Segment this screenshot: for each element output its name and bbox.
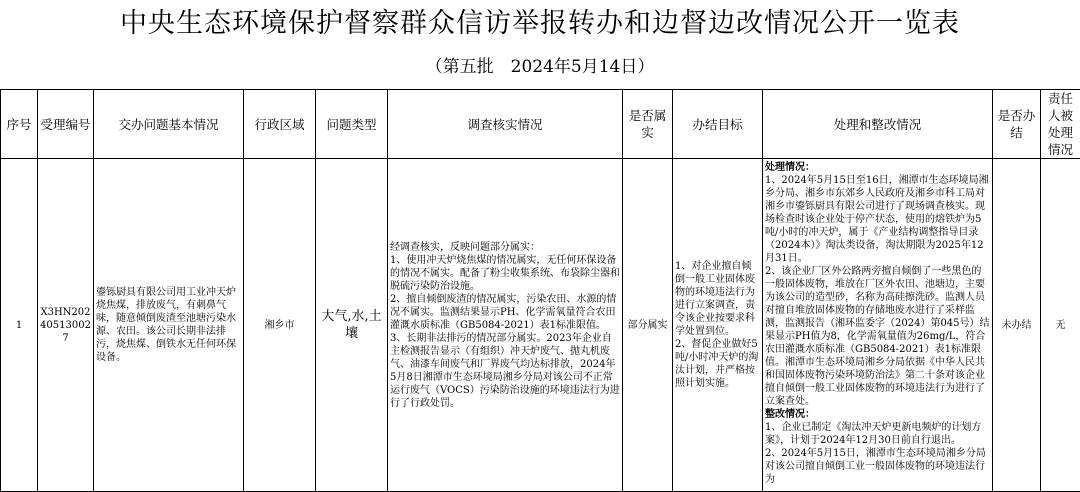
header-closed: 是否办结 bbox=[993, 90, 1041, 159]
table-row bbox=[1, 159, 1080, 492]
cell-goal bbox=[673, 159, 763, 492]
goal-text: 1、对企业擅自倾倒一般工业固体废物的环境违法行为进行立案调查，责令该企业按要求科学处置到位。 2、督促企业做好5吨/小时冲天炉的淘汰计划，并严格按照计划实施。 bbox=[675, 260, 760, 390]
header-case-no: 受理编号 bbox=[38, 90, 94, 159]
cell-verified: 部分属实 bbox=[623, 159, 673, 492]
cell-closed: 未办结 bbox=[993, 159, 1041, 492]
rectification-rectify-text: 1、企业已制定《淘汰冲天炉更新电频炉的计划方案》，计划于2024年12月30日前自行退出。 2、2024年5月15日，湘潭市生态环境局湘乡分局对该公司擅自倾倒工业一般固体废物的环境违法行为 bbox=[765, 421, 990, 486]
cell-rectification bbox=[763, 159, 993, 492]
cell-issue bbox=[94, 159, 244, 492]
header-verified: 是否属实 bbox=[623, 90, 673, 159]
cell-seq: 1 bbox=[1, 159, 38, 492]
document-subtitle: （第五批 2024年5月14日） bbox=[0, 54, 1080, 80]
investigation-text: 经调查核实，反映问题部分属实： 1、使用冲天炉烧焦煤的情况属实，无任何环保设备的情况不属实。配备了粉尘收集系统、布袋除尘器和脱硫污染防治设施。 2、擅自倾倒废渣的情况属实，污染农田、水源的情况不属实。监测结果显示PH、化学需氧量符合农田灌溉水质标准（GB5084-2021）表1标准限值。 3、长期非法排污的情况部分属实。2023年企业自主检测报告显示（有组织）冲天炉废气、抛丸机废气、油漆车间废气和厂界废气均达标排放，2024年5月8日湘潭市生态环境局湘乡分局对该公司不正常运行废气（VOCS）污染防治设施的环境违法行为进行了行政处罚。 bbox=[390, 241, 620, 410]
cell-investigation bbox=[388, 159, 623, 492]
disclosure-table bbox=[0, 89, 1080, 492]
rectification-heading-processing: 处理情况： bbox=[765, 161, 990, 174]
table-header-row bbox=[1, 90, 1080, 159]
issue-text: 鎏铄厨具有限公司用工业冲天炉烧焦煤，排放废气，有刺鼻气味，随意倾倒废渣至池塘污染水源、农田。该公司长期非法排污，烧焦煤、倒铁水无任何环保设备。 bbox=[96, 286, 241, 364]
cell-case-no: X3HN202405130027 bbox=[38, 159, 94, 492]
cell-accountability: 无 bbox=[1041, 159, 1080, 492]
header-rectification: 处理和整改情况 bbox=[763, 90, 993, 159]
cell-region: 湘乡市 bbox=[244, 159, 316, 492]
header-seq: 序号 bbox=[1, 90, 38, 159]
header-accountability: 责任人被处理情况 bbox=[1041, 90, 1080, 159]
header-investigation: 调查核实情况 bbox=[388, 90, 623, 159]
rectification-heading-rectify: 整改情况： bbox=[765, 408, 990, 421]
cell-type: 大气,水,土壤 bbox=[316, 159, 388, 492]
header-issue: 交办问题基本情况 bbox=[94, 90, 244, 159]
header-region: 行政区域 bbox=[244, 90, 316, 159]
document-title: 中央生态环境保护督察群众信访举报转办和边督边改情况公开一览表 bbox=[0, 6, 1080, 42]
rectification-processing-text: 1、2024年5月15日至16日，湘潭市生态环境局湘乡分局、湘乡市东郊乡人民政府及湘乡市科工局对湘乡市鎏铄厨具有限公司进行了现场调查核实。现场检查时该企业处于停产状态，使用的熔铁炉为5吨/小时的冲天炉，属于《产业结构调整指导目录（2024本）》淘汰类设备，淘汰期限为2025年12月31日。 2、该企业厂区外公路两旁擅自倾倒了一些黑色的一般固体废物，堆放在厂区外农田、池塘边，主要为该公司的造型砂，名称为高硅擦洗砂。监测人员对擅自堆放固体废物的存储地废水进行了采样监测，监测报告（湘环监委字（2024）第045号）结果显示PH值为8，化学需氧量值为26mg/L，符合农田灌溉水质标准（GB5084-2021）表1标准限值。湘潭市生态环境局湘乡分局依据《中华人民共和国固体废物污染环境防治法》第二十条对该企业擅自倾倒一般工业固体废物的环境违法行为进行了立案查处。 bbox=[765, 174, 990, 408]
header-type: 问题类型 bbox=[316, 90, 388, 159]
header-goal: 办结目标 bbox=[673, 90, 763, 159]
